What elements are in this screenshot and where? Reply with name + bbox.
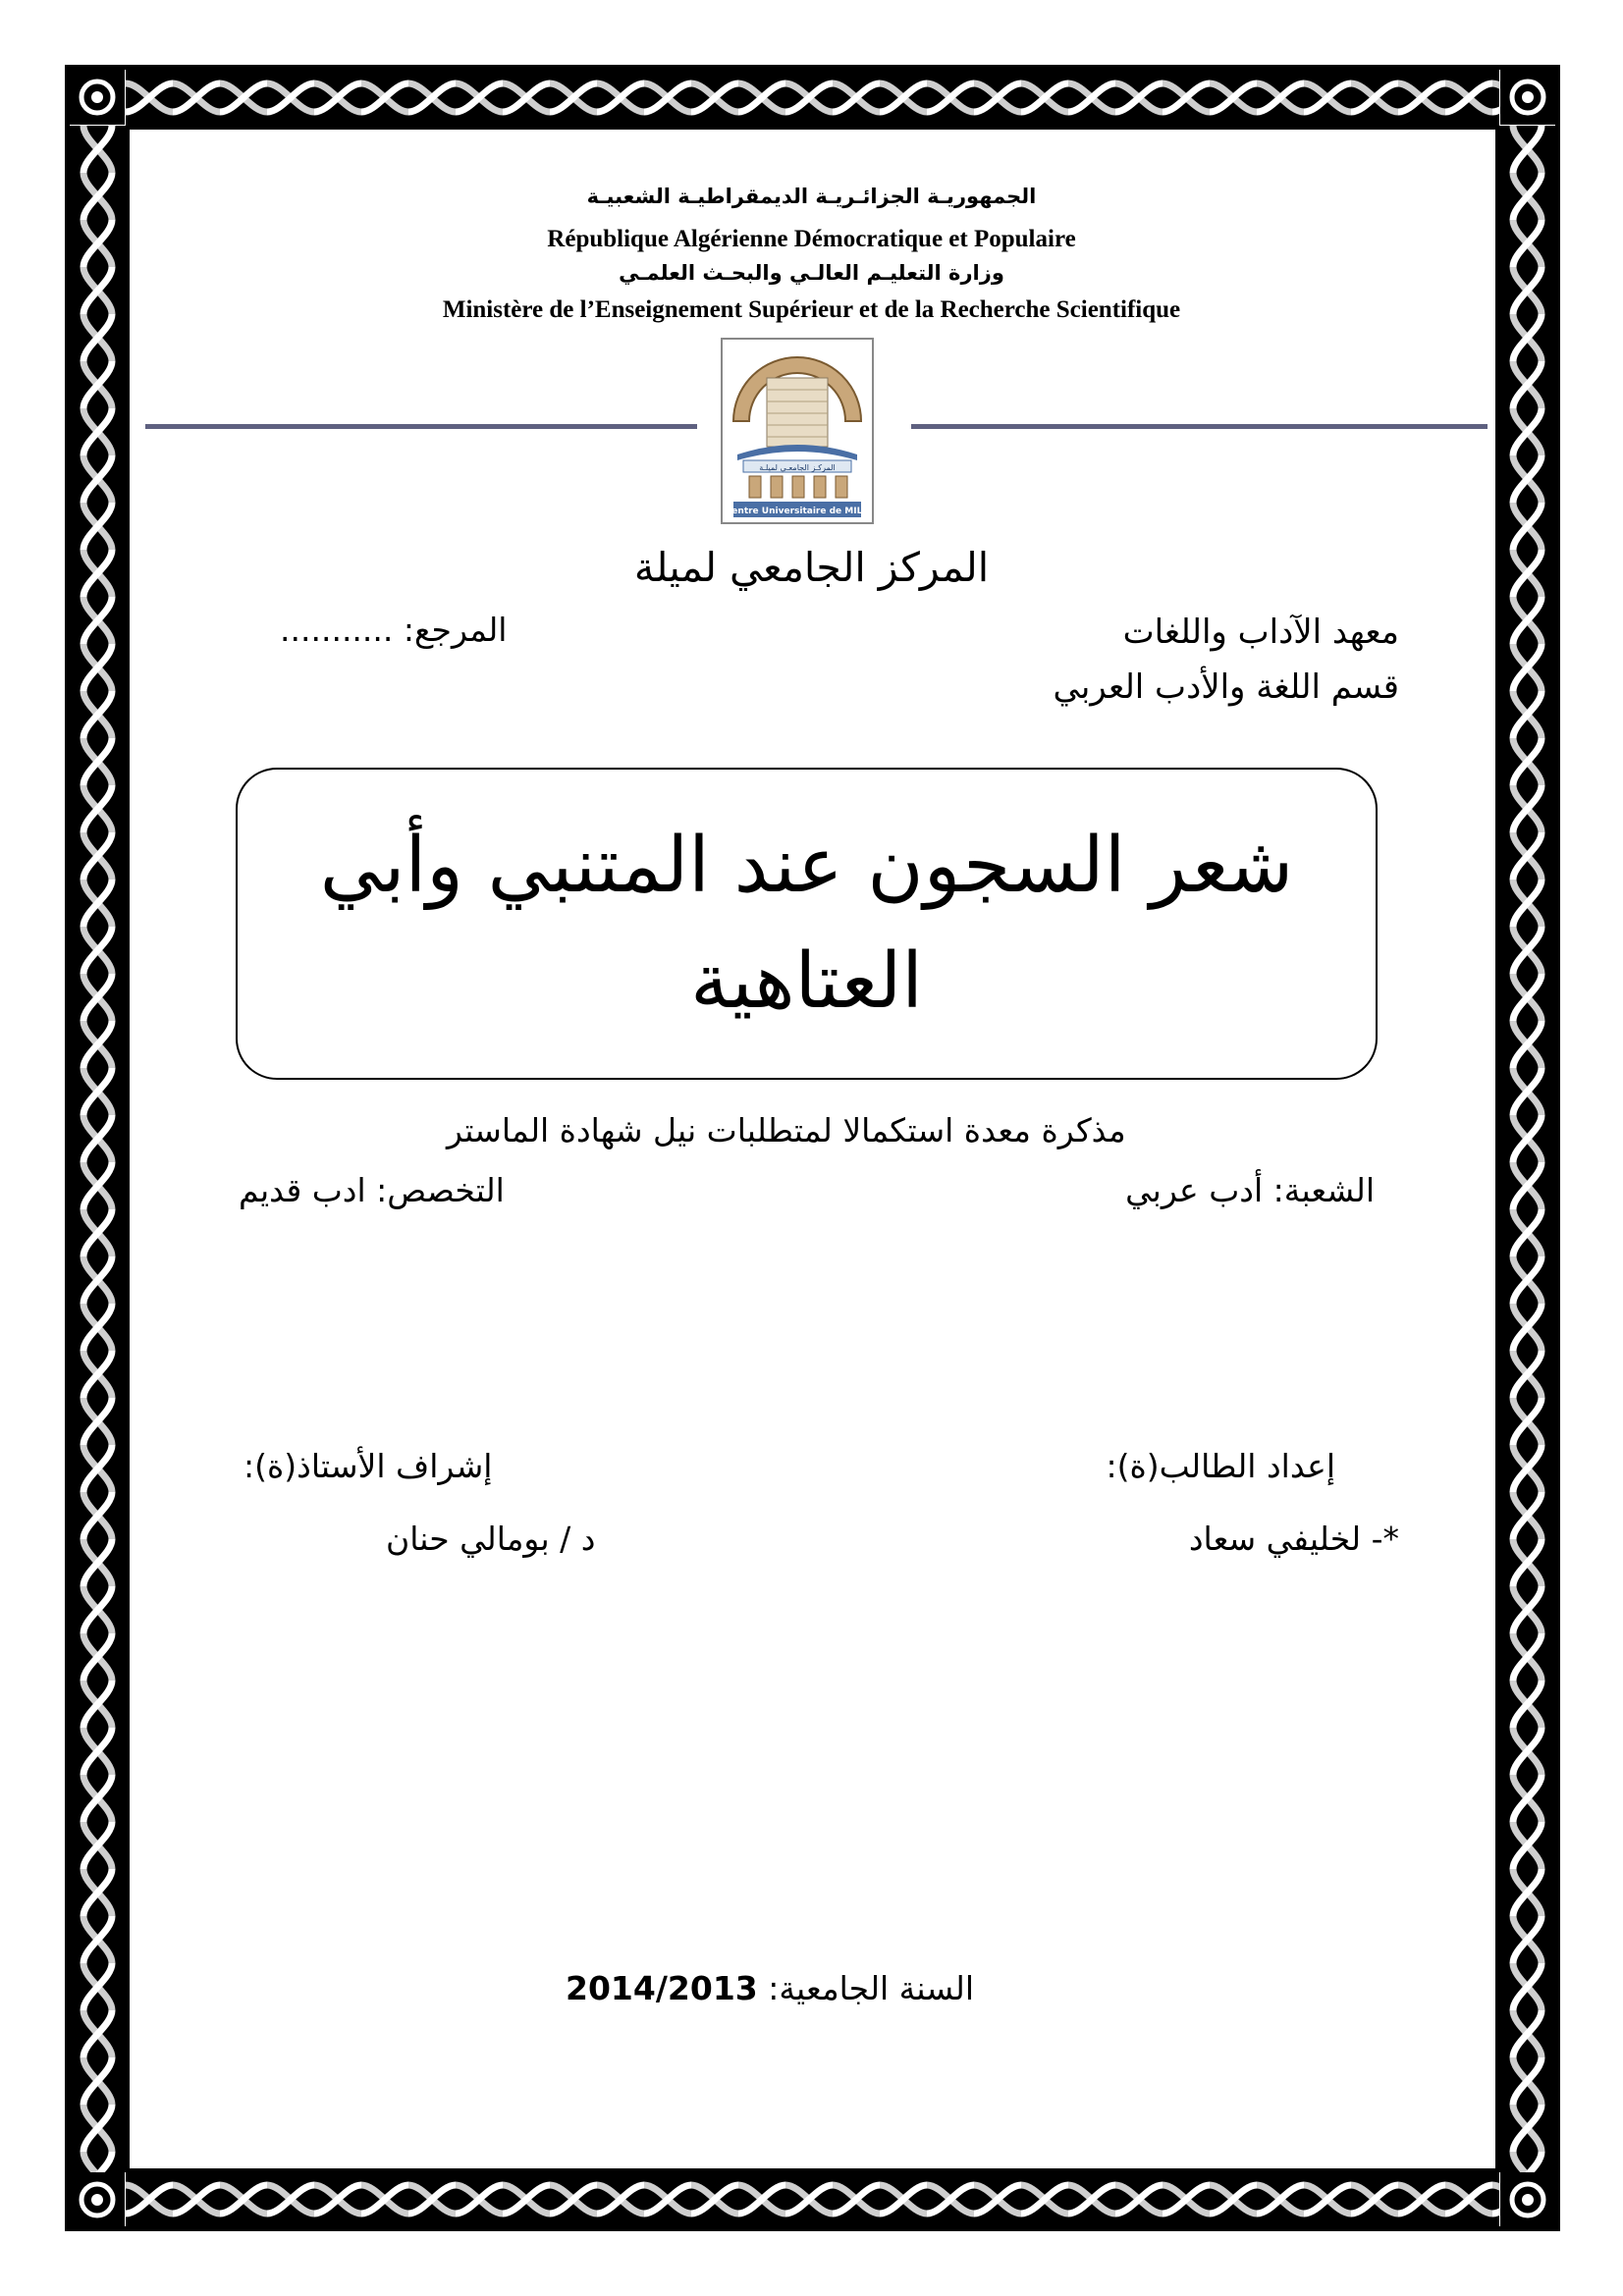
border-pattern-right — [1499, 126, 1555, 2172]
institute-name: معهد الآداب واللغات — [1122, 613, 1399, 652]
corner-ornament-top-left — [70, 70, 125, 125]
border-pattern-top — [126, 70, 1499, 126]
thesis-purpose: مذكرة معدة استكمالا لمتطلبات نيل شهادة الماستر — [447, 1111, 1126, 1149]
logo-caption: Centre Universitaire de MILA — [725, 507, 870, 516]
student-label: إعداد الطالب(ة): — [1106, 1447, 1335, 1485]
ministry-french: Ministère de l’Enseignement Supérieur et de la Recherche Scientifique — [442, 296, 1181, 323]
ministry-arabic: وزارة التعليـم العالـي والبحـث العلمـي — [619, 261, 1004, 285]
header-rule-right — [911, 424, 1488, 429]
institution-name: المركز الجامعي لميلة — [633, 544, 990, 591]
header-rule-left — [145, 424, 697, 429]
border-pattern-left — [70, 126, 126, 2172]
republic-french: République Algérienne Démocratique et Populaire — [547, 226, 1076, 252]
student-name: *- لخليفي سعاد — [1188, 1520, 1399, 1558]
university-logo — [720, 337, 875, 525]
corner-ornament-bottom-right — [1500, 2172, 1555, 2227]
thesis-title-box — [236, 768, 1378, 1080]
logo-inner-text: المركـز الجامعـي لميلـة — [759, 463, 836, 472]
thesis-title: شعر السجون عند المتنبي وأبي العتاهية — [319, 822, 1294, 1026]
supervisor-label: إشراف الأستاذ(ة): — [243, 1447, 493, 1485]
department-name: قسم اللغة والأدب العربي — [1053, 667, 1399, 707]
supervisor-name: د / بومالي حنان — [386, 1520, 596, 1558]
corner-ornament-bottom-left — [70, 2172, 125, 2227]
academic-year-value: 2014/2013 — [566, 1969, 758, 2007]
border-pattern-bottom — [126, 2172, 1499, 2226]
reference-number: المرجع: ........... — [280, 611, 508, 649]
academic-year — [566, 1969, 974, 2007]
academic-year-label: السنة الجامعية: — [768, 1969, 974, 2007]
republic-arabic: الجمهوريـة الجزائـريـة الديمقراطيـة الشعبيـة — [586, 185, 1037, 208]
thesis-specialty: التخصص: ادب قديم — [239, 1171, 505, 1209]
thesis-branch: الشعبة: أدب عربي — [1125, 1171, 1375, 1209]
corner-ornament-top-right — [1500, 70, 1555, 125]
